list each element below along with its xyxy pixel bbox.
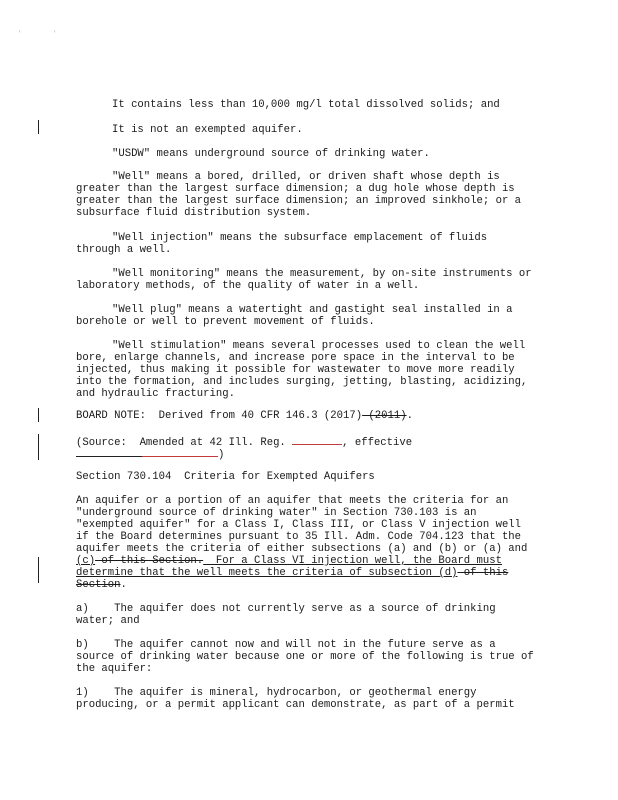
revision-bar xyxy=(38,434,39,460)
period: . xyxy=(120,579,127,591)
text-line: aquifer meets the criteria of either subsections (a) and (b) or (a) and xyxy=(76,543,528,555)
text-line: greater than the largest surface dimension; an improved sinkhole; or a xyxy=(76,195,522,207)
revision-bar xyxy=(38,408,39,422)
text-line: An aquifer or a portion of an aquifer that meets the criteria for an xyxy=(76,495,509,507)
effective-blank xyxy=(76,447,142,457)
board-note-text: BOARD NOTE: Derived from 40 CFR 146.3 (2017) xyxy=(76,410,363,422)
text-line: borehole or well to prevent movement of fluids. xyxy=(76,316,375,328)
underlined-text: For a Class VI injection well, the Board must xyxy=(203,555,502,567)
text-line: and hydraulic fracturing. xyxy=(76,388,235,400)
text-line: It is not an exempted aquifer. xyxy=(112,124,303,136)
text-line: water; and xyxy=(76,615,140,627)
definition-well-plug: "Well plug" means a watertight and gastight seal installed in a xyxy=(112,304,513,316)
definition-well-injection: "Well injection" means the subsurface emplacement of fluids xyxy=(112,232,488,244)
struck-text: Section xyxy=(76,579,121,591)
text-line: It contains less than 10,000 mg/l total dissolved solids; and xyxy=(112,99,500,111)
text-line: "exempted aquifer" for a Class I, Class III, or Class V injection well xyxy=(76,519,522,531)
underlined-text: determine that the well meets the criteria of subsection (d) xyxy=(76,567,458,579)
definition-well-monitoring: "Well monitoring" means the measurement, by on-site instruments or xyxy=(112,268,532,280)
text-line: greater than the largest surface dimension; a dug hole whose depth is xyxy=(76,183,515,195)
text-line: the aquifer: xyxy=(76,663,153,675)
subsection-b: b) The aquifer cannot now and will not in the future serve as a xyxy=(76,639,496,651)
section-heading: Section 730.104 Criteria for Exempted Aquifers xyxy=(76,471,375,483)
text-line: source of drinking water because one or more of the following is true of xyxy=(76,651,534,663)
register-blank xyxy=(292,435,342,445)
text-line: subsurface fluid distribution system. xyxy=(76,207,312,219)
source-note-text: (Source: Amended at 42 Ill. Reg. xyxy=(76,437,293,449)
effective-blank-red xyxy=(142,447,218,457)
text-line: laboratory methods, of the quality of water in a well. xyxy=(76,280,420,292)
board-note xyxy=(76,410,413,422)
source-note-line-2 xyxy=(76,447,224,461)
subsection-a: a) The aquifer does not currently serve as a source of drinking xyxy=(76,603,496,615)
text-line xyxy=(76,579,127,591)
text-line: through a well. xyxy=(76,244,172,256)
text-line: "underground source of drinking water" in Section 730.103 is an xyxy=(76,507,477,519)
underlined-text: (c) xyxy=(76,555,96,567)
revision-bar xyxy=(38,557,39,583)
text-line: "USDW" means underground source of drinking water. xyxy=(112,148,430,160)
source-note-effective: , effective xyxy=(342,437,413,449)
text-line: if the Board determines pursuant to 35 Ill. Adm. Code 704.123 that the xyxy=(76,531,522,543)
subsection-b-1: 1) The aquifer is mineral, hydrocarbon, or geothermal energy xyxy=(76,687,477,699)
text-line xyxy=(76,567,508,579)
struck-text: (2011) xyxy=(362,410,407,422)
text-line: bore, enlarge channels, and increase pore space in the interval to be xyxy=(76,352,515,364)
source-note-close: ) xyxy=(218,449,225,461)
struck-text: of this xyxy=(457,567,509,579)
definition-well-stimulation: "Well stimulation" means several processes used to clean the well xyxy=(112,340,526,352)
revision-bar xyxy=(38,120,39,134)
text-line: injected, thus making it possible for wastewater to move more readily xyxy=(76,364,515,376)
struck-text: of this Section. xyxy=(95,555,204,567)
text-line xyxy=(76,555,502,567)
board-note-period: . xyxy=(406,410,413,422)
definition-well: "Well" means a bored, drilled, or driven shaft whose depth is xyxy=(112,171,500,183)
scan-mark: ' xyxy=(53,30,57,37)
text-line: producing, or a permit applicant can demonstrate, as part of a permit xyxy=(76,699,515,711)
scan-mark: ' xyxy=(18,30,22,37)
text-line: into the formation, and includes surging, jetting, blasting, acidizing, xyxy=(76,376,528,388)
